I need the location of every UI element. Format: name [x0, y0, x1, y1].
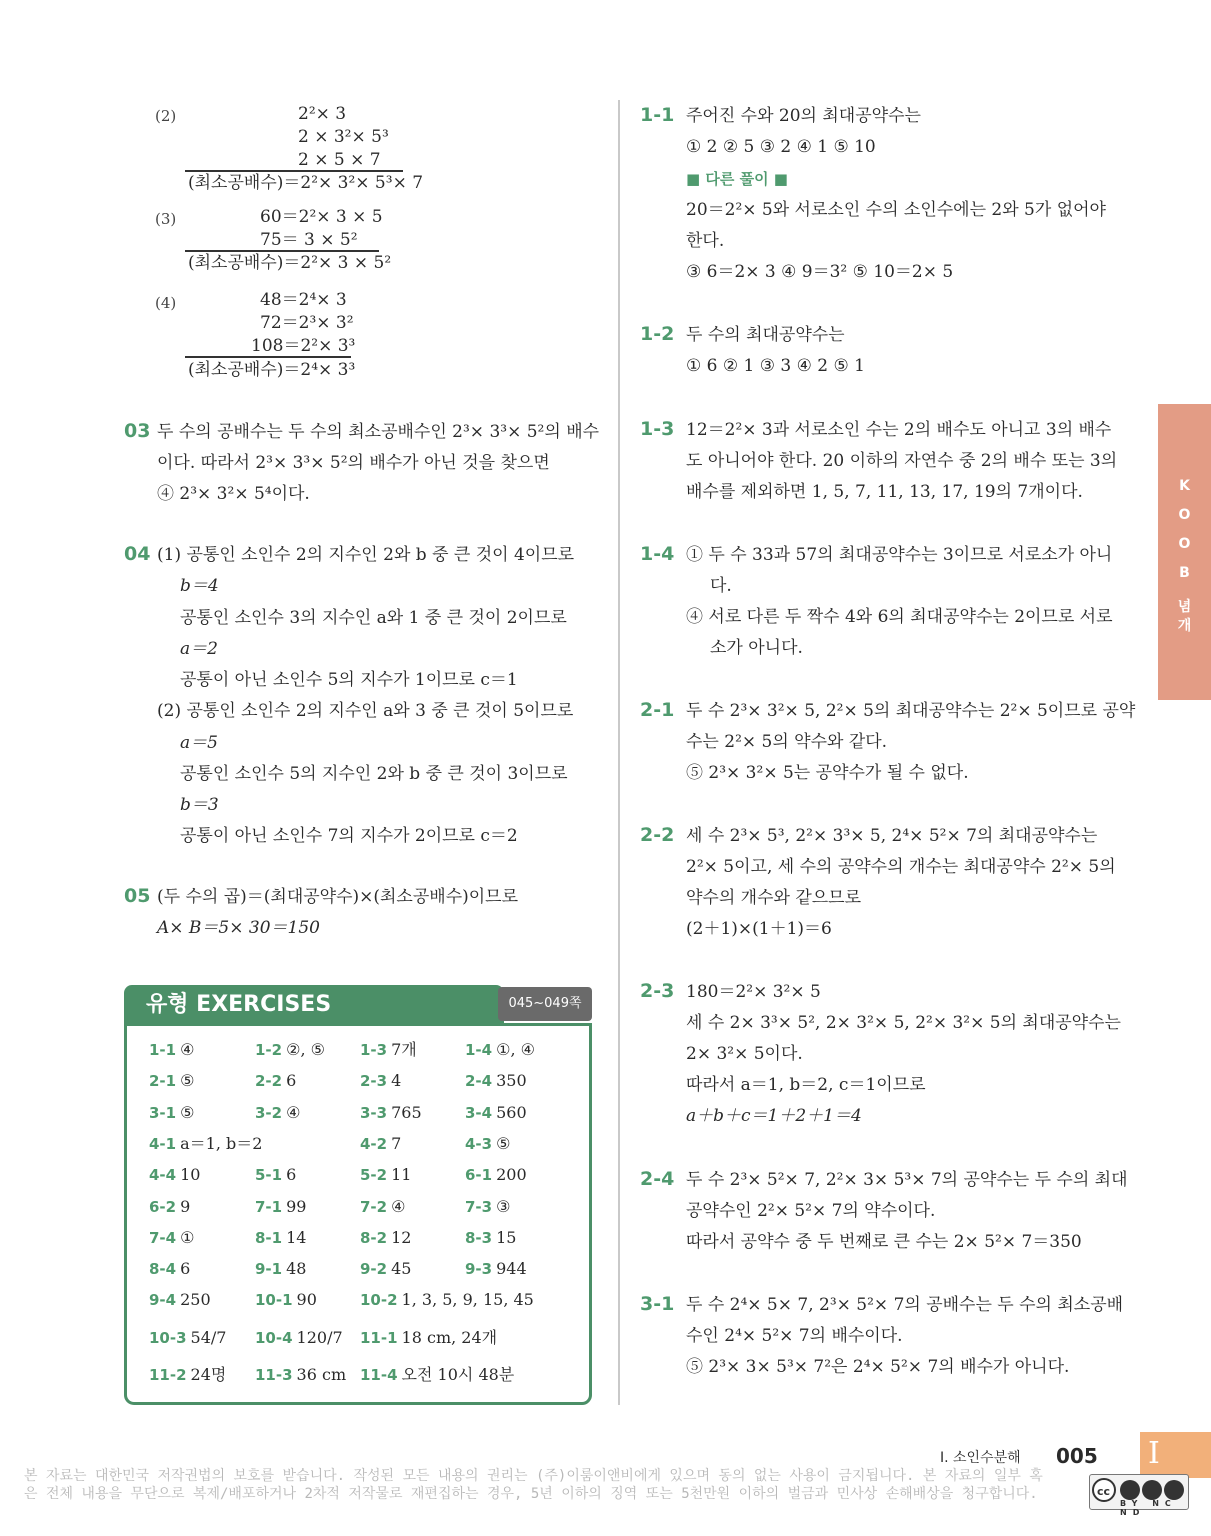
answer-key: 9-2: [360, 1260, 388, 1279]
answer-key: 3-3: [360, 1103, 388, 1122]
answer-item: [255, 1364, 346, 1386]
text-line: 도 아니어야 한다. 20 이하의 자연수 중 2의 배수 또는 3의: [686, 451, 1118, 471]
answer-key: 4-4: [149, 1166, 177, 1185]
answer-value: 14: [286, 1227, 307, 1247]
exercises-title: 유형 EXERCISES: [124, 985, 504, 1025]
answer-item: [465, 1258, 527, 1280]
answer-value: 오전 10시 48분: [401, 1365, 515, 1384]
answer-item: [149, 1039, 194, 1061]
answer-value: 10: [180, 1165, 201, 1185]
tab-char: 개: [1177, 618, 1192, 634]
chapter-label: I. 소인수분해: [940, 1450, 1021, 1466]
answer-value: ⑤: [496, 1133, 511, 1153]
text-line: 두 수 2³× 3²× 5, 2²× 5의 최대공약수는 2²× 5이므로 공약: [686, 701, 1136, 721]
answer-key: 11-3: [255, 1366, 293, 1384]
text-line: 한다.: [686, 231, 725, 251]
problem-number: 1-1: [640, 104, 675, 126]
exercises-box: [124, 985, 592, 1405]
text-line: b＝4: [180, 576, 219, 596]
answer-value: 15: [496, 1227, 517, 1247]
answer-value: ④: [286, 1102, 301, 1122]
answer-value: 4: [391, 1071, 402, 1091]
answer-item: [465, 1227, 516, 1249]
text-line: 소가 아니다.: [710, 638, 803, 658]
answer-key: 6-1: [465, 1166, 493, 1185]
answer-key: 3-1: [149, 1103, 177, 1122]
answer-item: [149, 1258, 190, 1280]
text-line: 두 수 2³× 5²× 7, 2²× 3× 5³× 7의 공약수는 두 수의 최대: [686, 1170, 1128, 1190]
text-line: 공약수인 2²× 5²× 7의 약수이다.: [686, 1201, 936, 1221]
answer-item: [465, 1070, 527, 1092]
text-line: ④ 2³× 3²× 5⁴이다.: [157, 484, 310, 504]
problem-number: 1-2: [640, 323, 675, 345]
math-row: 75＝ 3 × 5²: [260, 230, 358, 250]
answer-key: 11-4: [360, 1366, 398, 1384]
text-line: a＝5: [180, 733, 218, 753]
answer-value: ⑤: [180, 1071, 195, 1091]
answer-item: [149, 1196, 190, 1218]
answer-value: 944: [496, 1259, 527, 1279]
answer-key: 8-2: [360, 1228, 388, 1247]
answer-item: [149, 1070, 194, 1092]
answer-item: [465, 1039, 535, 1061]
answer-item: [465, 1196, 510, 1218]
item-label: (3): [155, 210, 177, 228]
answer-item: [465, 1102, 527, 1124]
answer-value: 12: [391, 1227, 412, 1247]
answer-value: ②, ⑤: [286, 1040, 325, 1059]
tab-char: O: [1178, 536, 1191, 552]
problem-number: 03: [124, 420, 151, 442]
answer-key: 1-4: [465, 1041, 493, 1059]
text-line: 180＝2²× 3²× 5: [686, 982, 821, 1002]
answer-key: 7-1: [255, 1197, 283, 1216]
text-line: 수인 2⁴× 5²× 7의 배수이다.: [686, 1326, 903, 1346]
answer-key: 8-4: [149, 1260, 177, 1279]
answer-item: [255, 1102, 300, 1124]
answer-item: [360, 1227, 411, 1249]
answer-value: 90: [296, 1290, 317, 1310]
answer-item: [255, 1196, 306, 1218]
answer-item: [255, 1258, 306, 1280]
answer-item: [255, 1289, 317, 1311]
text-line: 공통이 아닌 소인수 5의 지수가 1이므로 c＝1: [180, 670, 518, 690]
answer-key: 7-4: [149, 1228, 177, 1247]
answer-item: [149, 1364, 226, 1386]
answer-value: 350: [496, 1071, 527, 1091]
problem-number: 2-3: [640, 980, 675, 1002]
text-line: 수는 2²× 5의 약수와 같다.: [686, 732, 888, 752]
answer-value: 6: [286, 1071, 297, 1091]
answer-item: [149, 1164, 200, 1186]
exercises-pages: 045~049쪽: [498, 987, 592, 1021]
text-line: a＋b＋c＝1＋2＋1＝4: [686, 1106, 862, 1126]
answer-key: 11-1: [360, 1328, 398, 1347]
text-line: 주어진 수와 20의 최대공약수는: [686, 106, 921, 126]
page-number: 005: [1056, 1444, 1098, 1468]
math-row: 60＝2²× 3 × 5: [260, 207, 383, 227]
answer-key: 2-3: [360, 1072, 388, 1091]
answer-key: 9-4: [149, 1291, 177, 1310]
text-line: A× B＝5× 30＝150: [157, 918, 320, 938]
chapter-tab: [1140, 1432, 1211, 1478]
answer-key: 1-2: [255, 1041, 283, 1059]
text-line: ① 두 수 33과 57의 최대공약수는 3이므로 서로소가 아니: [686, 545, 1113, 565]
answer-value: 99: [286, 1196, 307, 1216]
text-line: 다.: [710, 576, 732, 596]
answer-value: ①: [180, 1227, 195, 1247]
answer-item: [255, 1039, 325, 1061]
answer-key: 10-2: [360, 1291, 398, 1310]
math-row: 2 × 5 × 7: [298, 150, 381, 170]
item-label: (2): [155, 107, 177, 125]
text-line: 공통인 소인수 5의 지수인 2와 b 중 큰 것이 3이므로: [180, 764, 568, 784]
answer-key: 7-2: [360, 1197, 388, 1216]
chapter-numeral: I: [1148, 1436, 1160, 1471]
answer-value: ①, ④: [496, 1040, 535, 1059]
math-row: 48＝2⁴× 3: [260, 290, 347, 310]
answer-value: 1, 3, 5, 9, 15, 45: [401, 1290, 534, 1310]
answer-item: [360, 1102, 422, 1124]
concept-book-tab[interactable]: [1158, 404, 1211, 700]
answer-item: [465, 1133, 510, 1155]
answer-key: 2-4: [465, 1072, 493, 1091]
answer-item: [360, 1364, 514, 1386]
text-line: 따라서 공약수 중 두 번째로 큰 수는 2× 5²× 7＝350: [686, 1232, 1082, 1252]
cc-label: BY NC ND: [1120, 1499, 1177, 1517]
text-line: 배수를 제외하면 1, 5, 7, 11, 13, 17, 19의 7개이다.: [686, 482, 1083, 502]
text-line: ⑤ 2³× 3× 5³× 7²은 2⁴× 5²× 7의 배수가 아니다.: [686, 1357, 1070, 1377]
answer-item: [465, 1164, 527, 1186]
exercises-answers: [124, 1023, 592, 1405]
answer-value: 765: [391, 1102, 422, 1122]
text-line: 따라서 a＝1, b＝2, c＝1이므로: [686, 1075, 926, 1095]
answer-item: [360, 1196, 405, 1218]
answer-value: ④: [391, 1196, 406, 1216]
answer-value: 250: [180, 1290, 211, 1310]
text-line: (2) 공통인 소인수 2의 지수인 a와 3 중 큰 것이 5이므로: [157, 701, 574, 721]
text-line: a＝2: [180, 639, 218, 659]
answer-key: 8-3: [465, 1228, 493, 1247]
answer-item: [149, 1133, 262, 1155]
text-line: 공통이 아닌 소인수 7의 지수가 2이므로 c＝2: [180, 826, 518, 846]
answer-item: [255, 1327, 343, 1349]
answer-value: 6: [180, 1259, 191, 1279]
problem-number: 2-4: [640, 1168, 675, 1190]
text-line: ④ 서로 다른 두 짝수 4와 6의 최대공약수는 2이므로 서로: [686, 607, 1113, 627]
answer-key: 8-1: [255, 1228, 283, 1247]
text-line: 세 수 2× 3³× 5², 2× 3²× 5, 2²× 3²× 5의 최대공약수는: [686, 1013, 1121, 1033]
text-line: (2＋1)×(1＋1)＝6: [686, 919, 832, 939]
answer-value: 24명: [190, 1365, 227, 1384]
answer-value: ⑤: [180, 1102, 195, 1122]
text-line: 두 수의 최대공약수는: [686, 325, 845, 345]
answer-key: 7-3: [465, 1197, 493, 1216]
answer-value: a＝1, b＝2: [180, 1133, 263, 1153]
answer-key: 4-3: [465, 1134, 493, 1153]
text-line: 세 수 2³× 5³, 2²× 3³× 5, 2⁴× 5²× 7의 최대공약수는: [686, 826, 1098, 846]
text-line: 공통인 소인수 3의 지수인 a와 1 중 큰 것이 2이므로: [180, 608, 567, 628]
answer-key: 3-2: [255, 1103, 283, 1122]
answer-value: 7: [391, 1133, 402, 1153]
answer-value: 54/7: [190, 1327, 227, 1347]
text-line: 두 수의 공배수는 두 수의 최소공배수인 2³× 3³× 5²의 배수: [157, 422, 600, 442]
answer-key: 10-1: [255, 1291, 293, 1310]
cc-license-badge: [1089, 1474, 1189, 1517]
answer-value: 45: [391, 1259, 412, 1279]
math-result: (최소공배수)＝2⁴× 3³: [188, 360, 356, 380]
answer-value: 36 cm: [296, 1365, 347, 1384]
answer-item: [360, 1039, 417, 1061]
math-result: (최소공배수)＝2²× 3 × 5²: [188, 253, 392, 273]
text-line: 2× 3²× 5이다.: [686, 1044, 803, 1064]
problem-number: 05: [124, 885, 151, 907]
answer-item: [360, 1258, 411, 1280]
problem-number: 1-3: [640, 418, 675, 440]
answer-key: 11-2: [149, 1366, 187, 1384]
answer-key: 1-1: [149, 1041, 177, 1059]
answer-item: [360, 1133, 401, 1155]
math-row: 72＝2³× 3²: [260, 313, 354, 333]
answer-value: 6: [286, 1165, 297, 1185]
problem-number: 2-2: [640, 824, 675, 846]
text-line: 2²× 5이고, 세 수의 공약수의 개수는 최대공약수 2²× 5의: [686, 857, 1116, 877]
text-line: 12＝2²× 3과 서로소인 수는 2의 배수도 아니고 3의 배수: [686, 420, 1112, 440]
answer-key: 2-2: [255, 1072, 283, 1091]
answer-key: 9-3: [465, 1260, 493, 1279]
answer-key: 10-4: [255, 1328, 293, 1347]
tab-char: O: [1178, 507, 1191, 523]
math-result: (최소공배수)＝2²× 3²× 5³× 7: [188, 173, 424, 193]
tab-char: K: [1179, 478, 1190, 494]
problem-number: 1-4: [640, 543, 675, 565]
answer-item: [149, 1289, 211, 1311]
answer-key: 3-4: [465, 1103, 493, 1122]
answer-item: [149, 1327, 226, 1349]
text-line: (1) 공통인 소인수 2의 지수인 2와 b 중 큰 것이 4이므로: [157, 545, 575, 565]
tab-char: B: [1179, 565, 1190, 581]
math-row: 2 × 3²× 5³: [298, 127, 389, 147]
answer-item: [360, 1289, 534, 1311]
answer-key: 2-1: [149, 1072, 177, 1091]
answer-item: [149, 1227, 194, 1249]
answer-value: ③: [496, 1196, 511, 1216]
answer-value: 200: [496, 1165, 527, 1185]
answer-value: 7개: [391, 1040, 417, 1059]
text-line: 약수의 개수와 같으므로: [686, 888, 862, 908]
answer-key: 1-3: [360, 1041, 388, 1059]
answer-item: [255, 1070, 296, 1092]
answer-item: [255, 1227, 306, 1249]
answer-key: 5-2: [360, 1166, 388, 1185]
answer-item: [360, 1070, 401, 1092]
text-line: 이다. 따라서 2³× 3³× 5²의 배수가 아닌 것을 찾으면: [157, 453, 550, 473]
answer-item: [255, 1164, 296, 1186]
math-row: 108＝2²× 3³: [251, 336, 356, 356]
answer-item: [360, 1164, 411, 1186]
math-row: 2²× 3: [298, 104, 347, 124]
answer-item: [360, 1327, 497, 1349]
text-line: 두 수 2⁴× 5× 7, 2³× 5²× 7의 공배수는 두 수의 최소공배: [686, 1295, 1124, 1315]
answer-key: 5-1: [255, 1166, 283, 1185]
column-divider: [618, 100, 620, 1405]
text-line: 20＝2²× 5와 서로소인 수의 소인수에는 2와 5가 없어야: [686, 200, 1106, 220]
problem-number: 2-1: [640, 699, 675, 721]
answer-value: 11: [391, 1165, 412, 1185]
answer-item: [149, 1102, 194, 1124]
text-line: ③ 6＝2× 3 ④ 9＝3² ⑤ 10＝2× 5: [686, 262, 954, 282]
tab-char: 념: [1177, 599, 1192, 615]
text-line: ⑤ 2³× 3²× 5는 공약수가 될 수 없다.: [686, 763, 969, 783]
text-line: ① 2 ② 5 ③ 2 ④ 1 ⑤ 10: [686, 137, 876, 157]
answer-value: ④: [180, 1040, 195, 1059]
answer-key: 6-2: [149, 1197, 177, 1216]
text-line: (두 수의 곱)＝(최대공약수)×(최소공배수)이므로: [157, 887, 519, 907]
alt-solution-tag: ■ 다른 풀이 ■: [686, 170, 788, 188]
answer-key: 4-2: [360, 1134, 388, 1153]
item-label: (4): [155, 294, 177, 312]
answer-value: 48: [286, 1259, 307, 1279]
answer-value: 120/7: [296, 1327, 343, 1347]
answer-key: 4-1: [149, 1134, 177, 1153]
text-line: b＝3: [180, 795, 219, 815]
answer-value: 560: [496, 1102, 527, 1122]
answer-key: 10-3: [149, 1328, 187, 1347]
answer-value: 18 cm, 24개: [401, 1327, 498, 1347]
text-line: ① 6 ② 1 ③ 3 ④ 2 ⑤ 1: [686, 356, 865, 376]
copyright-notice: 본 자료는 대한민국 저작권법의 보호를 받습니다. 작성된 모든 내용의 권리는 (주)이룸이앤비에게 있으며 동의 없는 사용이 금지됩니다. 본 자료의 일부 혹은 전체 내용을 무단으로 복제/배포하거나 2차적 저작물로 재편집하는 경우, 5년 이하의 징역 또는 5천만원 이하의 벌금과 민사상 손해배상을 청구합니다.: [24, 1468, 1043, 1502]
problem-number: 04: [124, 543, 151, 565]
answer-value: 9: [180, 1196, 191, 1216]
svg-text:cc: cc: [1097, 1485, 1111, 1498]
problem-number: 3-1: [640, 1293, 675, 1315]
answer-key: 9-1: [255, 1260, 283, 1279]
